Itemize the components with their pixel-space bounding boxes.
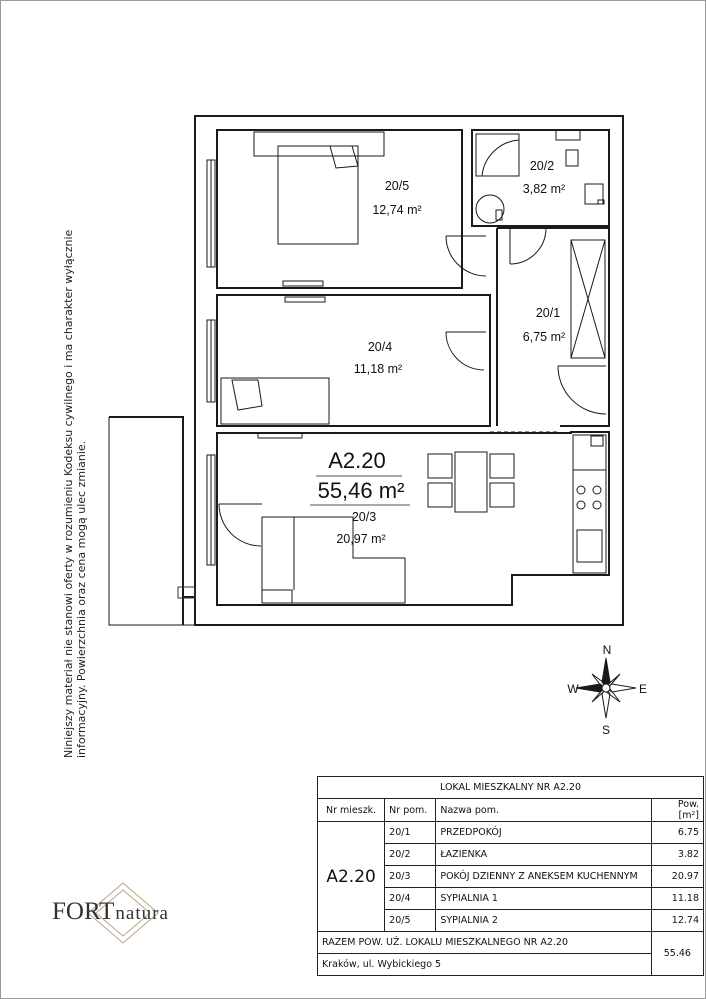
row-area: 20.97 (651, 866, 703, 888)
logo-fort: FORT (52, 898, 115, 925)
room-20-5-area: 12,74 m² (372, 203, 422, 217)
room-20-5-id: 20/5 (384, 179, 410, 193)
compass-s: S (601, 723, 611, 737)
logo-natura: natura (115, 903, 169, 924)
row-room-no: 20/2 (385, 844, 436, 866)
row-area: 11.18 (651, 888, 703, 910)
row-area: 12.74 (651, 910, 703, 932)
header-apt: Nr mieszk. (318, 799, 385, 822)
room-20-2-id: 20/2 (529, 159, 555, 173)
row-area: 3.82 (651, 844, 703, 866)
apartment-code: A2.20 (328, 448, 386, 473)
row-area: 6.75 (651, 822, 703, 844)
apt-number: A2.20 (318, 822, 385, 932)
row-room-no: 20/1 (385, 822, 436, 844)
row-room-no: 20/3 (385, 866, 436, 888)
room-20-3-area: 20,97 m² (336, 532, 386, 546)
logo-text (52, 898, 169, 926)
total-value: 55.46 (651, 932, 703, 976)
table-title: LOKAL MIESZKALNY NR A2.20 (318, 777, 704, 799)
row-room-no: 20/5 (385, 910, 436, 932)
compass-n: N (602, 643, 612, 657)
row-room-name: POKÓJ DZIENNY Z ANEKSEM KUCHENNYM (436, 866, 651, 888)
header-area: Pow. [m²] (651, 799, 703, 822)
room-20-4-area: 11,18 m² (353, 362, 403, 376)
apartment-total-area: 55,46 m² (317, 478, 405, 503)
row-room-name: ŁAZIENKA (436, 844, 651, 866)
address: Kraków, ul. Wybickiego 5 (318, 954, 652, 976)
compass-e: E (638, 682, 648, 696)
row-room-name: PRZEDPOKÓJ (436, 822, 651, 844)
room-20-1-area: 6,75 m² (522, 330, 566, 344)
room-20-4-id: 20/4 (367, 340, 393, 354)
compass-w: W (567, 682, 579, 696)
room-20-1-id: 20/1 (535, 306, 561, 320)
header-room-name: Nazwa pom. (436, 799, 651, 822)
rooms-table (317, 776, 704, 976)
total-label: RAZEM POW. UŻ. LOKALU MIESZKALNEGO NR A2.20 (318, 932, 652, 954)
header-room-no: Nr pom. (385, 799, 436, 822)
row-room-name: SYPIALNIA 1 (436, 888, 651, 910)
room-20-3-id: 20/3 (351, 510, 377, 524)
table-row (318, 822, 704, 844)
disclaimer-text: Niniejszy materiał nie stanowi oferty w rozumieniu Kodeksu cywilnego i ma charakter wyłącznie informacyjny. Powierzchnia oraz cena mogą ulec zmianie. (62, 229, 88, 758)
room-20-2-area: 3,82 m² (522, 182, 566, 196)
row-room-no: 20/4 (385, 888, 436, 910)
row-room-name: SYPIALNIA 2 (436, 910, 651, 932)
